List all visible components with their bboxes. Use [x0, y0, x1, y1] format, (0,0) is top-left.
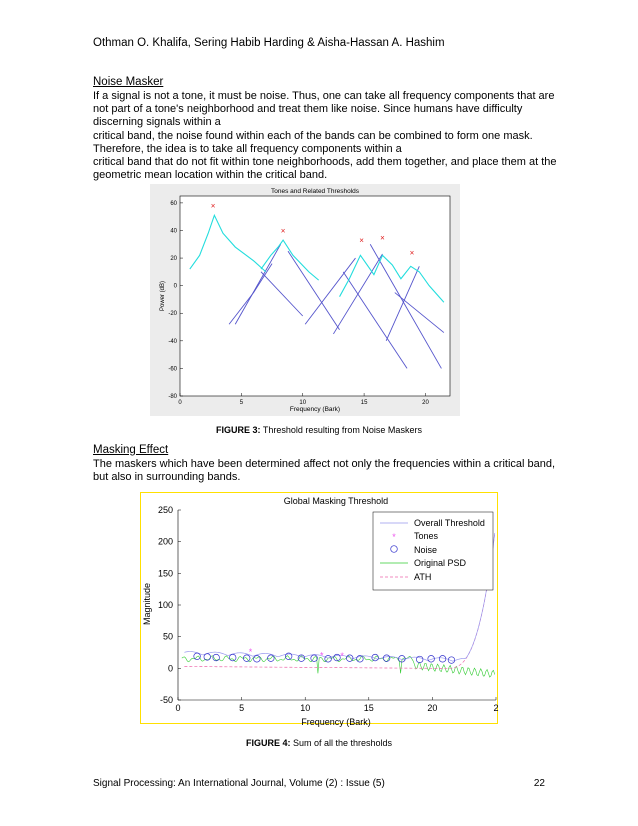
- y-tick-label: 60: [170, 200, 177, 207]
- figure-3-chart: [150, 184, 460, 416]
- figure-3-caption-label: FIGURE 3:: [216, 425, 261, 435]
- x-tick-label: 10: [299, 400, 307, 406]
- tone-marker: ×: [409, 248, 415, 258]
- x-tick-label: 5: [239, 400, 244, 406]
- page-footer: [93, 778, 545, 789]
- tone-marker: ×: [380, 233, 385, 243]
- paragraph-line: discerning signals within a: [93, 116, 221, 129]
- y-tick-label: -80: [168, 394, 177, 400]
- paragraph-line: geometric mean location within the critical band.: [93, 169, 328, 182]
- noise-masker-paragraph: [93, 90, 563, 182]
- paragraph-line: The maskers which have been determined affect not only the frequencies within a critical band,: [93, 458, 556, 470]
- y-tick-label: 150: [157, 568, 173, 579]
- tone-marker: *: [340, 651, 344, 662]
- x-tick-label: 15: [360, 400, 368, 406]
- section-heading-masking-effect: Masking Effect: [93, 444, 169, 456]
- paragraph-line: not part of a tone's neighborhood and treat them like noise. Since humans have difficulty: [93, 103, 523, 116]
- tone-marker: *: [319, 650, 324, 661]
- figure-3-ylabel: Power (dB): [160, 280, 166, 312]
- tone-marker: ×: [280, 226, 286, 236]
- figure-4-caption: [0, 738, 638, 748]
- paragraph-line: If a signal is not a tone, it must be noise. Thus, one can take all frequency components that are: [93, 90, 555, 102]
- y-tick-label: -60: [168, 366, 177, 373]
- masking-effect-paragraph: [93, 458, 563, 484]
- figure-3-plot-area: [180, 196, 450, 396]
- figure-4-legend: [373, 512, 493, 590]
- paragraph-line: Therefore, the idea is to take all frequency components within a: [93, 142, 402, 155]
- footer-journal: Signal Processing: An International Journal, Volume (2) : Issue (5): [93, 778, 385, 789]
- y-tick-label: 0: [167, 663, 173, 674]
- y-tick-label: 250: [157, 505, 173, 515]
- section-heading-noise-masker: Noise Masker: [93, 76, 164, 88]
- figure-4-caption-label: FIGURE 4:: [245, 738, 291, 748]
- legend-noise-label: Noise: [414, 545, 438, 555]
- tone-marker: ×: [359, 236, 364, 246]
- figure-3-title: Tones and Related Thresholds: [270, 188, 360, 195]
- paragraph-line: critical band that do not fit within tone neighborhoods, add them together, and place them at the: [93, 156, 557, 169]
- running-header: Othman O. Khalifa, Sering Habib Harding & Aisha-Hassan A. Hashim: [93, 37, 445, 49]
- x-tick-label: 20: [427, 703, 438, 713]
- y-tick-label: 200: [157, 536, 173, 547]
- y-tick-label: 40: [170, 228, 177, 235]
- figure-4-caption-text: Sum of all the thresholds: [290, 738, 393, 748]
- legend-ath-label: ATH: [414, 572, 432, 582]
- y-tick-label: 20: [170, 256, 177, 263]
- x-tick-label: 15: [363, 703, 374, 713]
- tone-marker: ×: [210, 201, 216, 211]
- figure-4-xlabel: Frequency (Bark): [301, 717, 371, 727]
- figure-4-title: Global Masking Threshold: [283, 496, 389, 506]
- figure-3-xlabel: Frequency (Bark): [289, 406, 341, 413]
- legend-tones-swatch: *: [392, 532, 396, 542]
- figure-3-caption-text: Threshold resulting from Noise Maskers: [260, 425, 422, 435]
- y-tick-label: 0: [173, 283, 177, 290]
- x-tick-label: 10: [300, 703, 311, 713]
- legend-tones-label: Tones: [414, 531, 439, 541]
- x-tick-label: 5: [239, 703, 245, 713]
- paragraph-line: but also in surrounding bands.: [93, 471, 241, 484]
- figure-4-chart: [140, 492, 499, 727]
- figure-4-ylabel: Magnitude: [142, 582, 152, 626]
- paragraph-line: critical band, the noise found within each of the bands can be combined to form one mask.: [93, 129, 533, 142]
- legend-psd-label: Original PSD: [414, 558, 467, 568]
- x-tick-label: 20: [422, 400, 429, 406]
- y-tick-label: -20: [168, 311, 177, 318]
- x-tick-label: 2: [493, 703, 499, 713]
- y-tick-label: -40: [168, 338, 177, 345]
- x-tick-label: 0: [178, 400, 182, 406]
- tone-marker: *: [248, 647, 253, 658]
- y-tick-label: 100: [157, 600, 173, 610]
- page-number: 22: [533, 778, 545, 789]
- x-tick-label: 0: [175, 703, 181, 713]
- y-tick-label: -50: [159, 695, 173, 705]
- figure-3-caption: [0, 425, 638, 435]
- y-tick-label: 50: [162, 631, 173, 642]
- legend-overall-label: Overall Threshold: [414, 518, 485, 528]
